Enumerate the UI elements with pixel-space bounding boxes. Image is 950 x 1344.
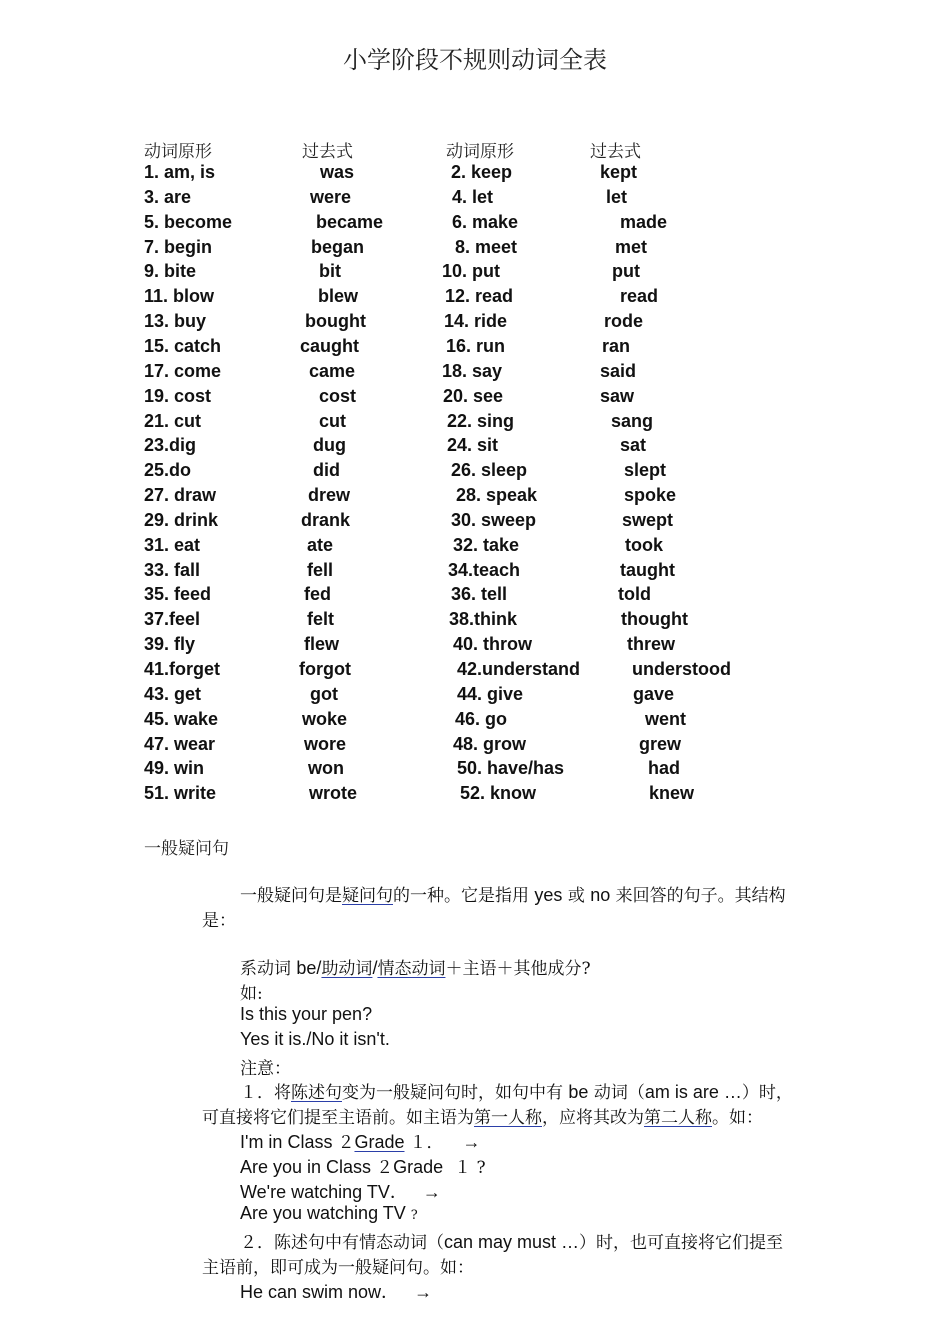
- past-tense-cell: sat: [620, 435, 647, 456]
- link-grade[interactable]: Grade: [354, 1132, 405, 1152]
- base-form-cell: 27. draw: [144, 485, 217, 506]
- past-tense-cell: put: [612, 261, 640, 282]
- table-row: [0, 535, 950, 560]
- example-swim: He can swim now． →: [240, 1282, 433, 1302]
- table-row: [0, 659, 950, 684]
- table-row: [0, 187, 950, 212]
- base-form-cell: 38.think: [449, 609, 518, 630]
- past-tense-cell: did: [313, 460, 340, 481]
- table-row: [0, 162, 950, 187]
- base-form-cell: 37.feel: [144, 609, 201, 630]
- base-form-cell: 24. sit: [447, 435, 499, 456]
- example-question: Is this your pen?: [240, 1004, 373, 1024]
- link-interrogative[interactable]: 疑问句: [342, 886, 393, 906]
- base-form-cell: 42.understand: [457, 659, 581, 679]
- past-tense-cell: caught: [300, 335, 360, 356]
- past-tense-cell: slept: [624, 460, 667, 481]
- example-tv-question: Are you watching TV ?: [240, 1203, 418, 1223]
- example-label: 如:: [240, 984, 263, 1004]
- link-declarative[interactable]: 陈述句: [291, 1083, 342, 1103]
- link-modal-verb[interactable]: 情态动词: [377, 959, 446, 979]
- past-tense-cell: understood: [632, 659, 731, 679]
- base-form-cell: 6. make: [452, 211, 519, 232]
- past-tense-cell: thought: [621, 609, 688, 630]
- past-tense-cell: came: [309, 360, 356, 381]
- base-form-cell: 10. put: [442, 261, 501, 282]
- past-tense-cell: saw: [600, 385, 635, 406]
- table-row: [0, 609, 950, 634]
- base-form-cell: 15. catch: [144, 335, 222, 356]
- past-tense-cell: wore: [304, 733, 347, 754]
- past-tense-cell: sang: [611, 410, 654, 431]
- table-row: [0, 758, 950, 783]
- header-base-form-2: 动词原形: [446, 142, 514, 162]
- base-form-cell: 26. sleep: [451, 460, 528, 481]
- base-form-cell: 13. buy: [144, 311, 207, 332]
- base-form-cell: 3. are: [144, 186, 192, 207]
- table-row: [0, 286, 950, 311]
- past-tense-cell: had: [648, 758, 681, 779]
- base-form-cell: 5. become: [144, 211, 233, 232]
- past-tense-cell: blew: [318, 286, 359, 307]
- arrow-icon: →: [462, 1132, 481, 1152]
- base-form-cell: 32. take: [453, 534, 520, 555]
- base-form-cell: 41.forget: [144, 659, 221, 679]
- base-form-cell: 12. read: [445, 286, 514, 307]
- past-tense-cell: read: [620, 286, 659, 307]
- past-tense-cell: made: [620, 211, 668, 232]
- base-form-cell: 31. eat: [144, 534, 201, 555]
- past-tense-cell: went: [645, 708, 687, 729]
- past-tense-cell: gave: [633, 683, 675, 704]
- past-tense-cell: grew: [639, 733, 682, 754]
- note-2-cont: 主语前，即可成为一般疑问句。如：: [202, 1258, 474, 1278]
- table-row: [0, 560, 950, 585]
- table-row: [0, 634, 950, 659]
- base-form-cell: 29. drink: [144, 509, 219, 530]
- past-tense-cell: won: [308, 758, 344, 779]
- past-tense-cell: threw: [627, 634, 676, 655]
- base-form-cell: 18. say: [442, 360, 503, 381]
- base-form-cell: 22. sing: [447, 410, 515, 431]
- base-form-cell: 14. ride: [444, 311, 508, 332]
- header-past-tense-1: 过去式: [302, 142, 353, 162]
- past-tense-cell: taught: [620, 559, 675, 580]
- table-row: [0, 435, 950, 460]
- base-form-cell: 43. get: [144, 683, 202, 704]
- base-form-cell: 34.teach: [448, 559, 521, 580]
- base-form-cell: 45. wake: [144, 708, 219, 729]
- base-form-cell: 4. let: [452, 186, 494, 207]
- base-form-cell: 50. have/has: [457, 758, 565, 779]
- base-form-cell: 20. see: [443, 385, 504, 406]
- base-form-cell: 46. go: [455, 708, 508, 729]
- past-tense-cell: woke: [302, 708, 348, 729]
- paragraph-definition-cont: 是：: [202, 911, 236, 931]
- arrow-icon: →: [422, 1182, 441, 1202]
- past-tense-cell: dug: [313, 435, 346, 456]
- note-1-cont: 可直接将它们提至主语前。如主语为第一人称，应将其改为第二人称。如：: [202, 1108, 763, 1128]
- base-form-cell: 52. know: [460, 783, 537, 804]
- past-tense-cell: fell: [307, 559, 334, 580]
- base-form-cell: 17. come: [144, 360, 222, 381]
- base-form-cell: 49. win: [144, 758, 205, 779]
- base-form-cell: 47. wear: [144, 733, 216, 754]
- table-row: [0, 783, 950, 808]
- structure-formula: 系动词 be/助动词/情态动词＋主语＋其他成分?: [240, 958, 591, 979]
- base-form-cell: 44. give: [457, 683, 524, 704]
- past-tense-cell: knew: [649, 783, 695, 804]
- past-tense-cell: met: [615, 236, 648, 257]
- table-row: [0, 336, 950, 361]
- past-tense-cell: took: [625, 534, 663, 555]
- base-form-cell: 51. write: [144, 783, 217, 804]
- past-tense-cell: began: [311, 236, 365, 257]
- past-tense-cell: told: [618, 584, 651, 605]
- past-tense-cell: became: [316, 211, 384, 232]
- past-tense-cell: bought: [305, 311, 366, 332]
- past-tense-cell: ran: [602, 335, 631, 356]
- example-class-question: Are you in Class ２Grade １ ?: [240, 1157, 486, 1178]
- past-tense-cell: were: [310, 186, 352, 207]
- arrow-icon: →: [414, 1282, 433, 1302]
- past-tense-cell: forgot: [299, 659, 351, 679]
- past-tense-cell: ate: [307, 534, 334, 555]
- base-form-cell: 25.do: [144, 460, 192, 481]
- table-row: [0, 386, 950, 411]
- table-row: [0, 311, 950, 336]
- note-2: ２．陈述句中有情态动词（can may must …）时，也可直接将它们提至: [240, 1232, 784, 1253]
- base-form-cell: 36. tell: [451, 584, 508, 605]
- past-tense-cell: swept: [622, 509, 674, 530]
- base-form-cell: 33. fall: [144, 559, 201, 580]
- page-title: 小学阶段不规则动词全表: [343, 46, 607, 74]
- table-row: [0, 460, 950, 485]
- past-tense-cell: spoke: [624, 485, 677, 506]
- past-tense-cell: drank: [301, 509, 351, 530]
- base-form-cell: 23.dig: [144, 435, 197, 456]
- link-first-person[interactable]: 第一人称: [474, 1108, 542, 1128]
- past-tense-cell: drew: [308, 485, 351, 506]
- base-form-cell: 16. run: [446, 335, 506, 356]
- base-form-cell: 11. blow: [144, 286, 215, 307]
- past-tense-cell: felt: [307, 609, 334, 630]
- past-tense-cell: wrote: [309, 783, 358, 804]
- header-past-tense-2: 过去式: [590, 142, 641, 162]
- past-tense-cell: said: [600, 360, 637, 381]
- base-form-cell: 35. feed: [144, 584, 212, 605]
- table-row: [0, 709, 950, 734]
- base-form-cell: 19. cost: [144, 385, 212, 406]
- past-tense-cell: fed: [304, 584, 331, 605]
- past-tense-cell: let: [606, 186, 628, 207]
- base-form-cell: 39. fly: [144, 634, 196, 655]
- link-auxiliary-verb[interactable]: 助动词: [321, 959, 373, 979]
- table-row: [0, 361, 950, 386]
- paragraph-definition: 一般疑问句是疑问句的一种。它是指用 yes 或 no 来回答的句子。其结构: [240, 885, 786, 906]
- example-answer: Yes it is./No it isn't.: [240, 1029, 390, 1049]
- link-second-person[interactable]: 第二人称: [644, 1108, 712, 1128]
- base-form-cell: 28. speak: [456, 485, 538, 506]
- past-tense-cell: kept: [600, 162, 638, 182]
- base-form-cell: 9. bite: [144, 261, 197, 282]
- table-row: [0, 584, 950, 609]
- table-row: [0, 237, 950, 262]
- table-row: [0, 485, 950, 510]
- past-tense-cell: cut: [319, 410, 346, 431]
- past-tense-cell: was: [320, 162, 355, 182]
- base-form-cell: 7. begin: [144, 236, 213, 257]
- past-tense-cell: cost: [319, 385, 357, 406]
- section-title: 一般疑问句: [144, 839, 229, 859]
- base-form-cell: 2. keep: [451, 162, 513, 182]
- example-class-statement: I'm in Class ２Grade １． →: [240, 1132, 481, 1153]
- table-row: [0, 684, 950, 709]
- table-row: [0, 510, 950, 535]
- header-base-form-1: 动词原形: [144, 142, 212, 162]
- note-label: 注意：: [240, 1059, 291, 1079]
- base-form-cell: 21. cut: [144, 410, 202, 431]
- base-form-cell: 8. meet: [455, 236, 518, 257]
- past-tense-cell: flew: [304, 634, 340, 655]
- table-row: [0, 261, 950, 286]
- table-row: [0, 212, 950, 237]
- base-form-cell: 30. sweep: [451, 509, 537, 530]
- table-row: [0, 734, 950, 759]
- table-row: [0, 411, 950, 436]
- note-1: １．将陈述句变为一般疑问句时，如句中有 be 动词（am is are …）时，: [240, 1082, 793, 1103]
- example-tv-statement: We're watching TV． →: [240, 1182, 441, 1202]
- past-tense-cell: got: [310, 683, 338, 704]
- past-tense-cell: bit: [319, 261, 341, 282]
- base-form-cell: 48. grow: [453, 733, 527, 754]
- past-tense-cell: rode: [604, 311, 644, 332]
- base-form-cell: 40. throw: [453, 634, 533, 655]
- base-form-cell: 1. am, is: [144, 162, 216, 182]
